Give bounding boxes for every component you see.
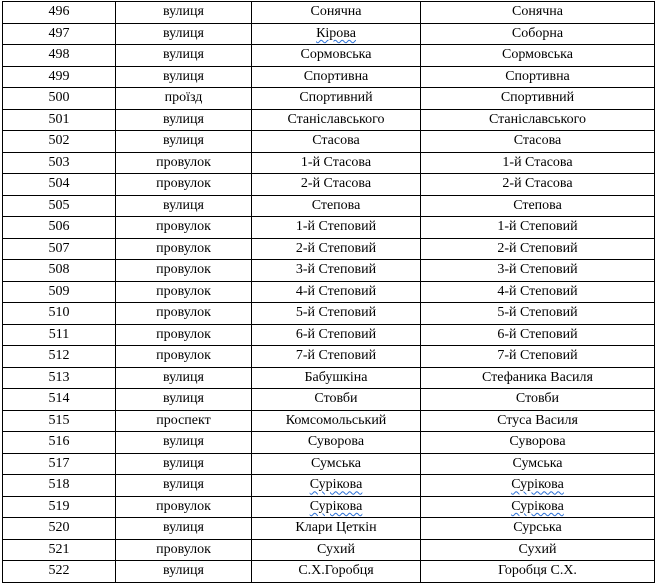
old-street-name: Спортивна: [303, 68, 369, 84]
row-number: 498: [48, 47, 70, 63]
street-type-cell: [116, 453, 252, 475]
old-street-name: Комсомольський: [285, 412, 387, 428]
street-type-cell: [116, 174, 252, 196]
new-street-name: 2-й Стасова: [502, 176, 573, 192]
row-number: 516: [48, 434, 70, 450]
street-type: провулок: [156, 283, 211, 299]
row-number-cell: [3, 66, 116, 88]
table-row: [3, 66, 655, 88]
old-name-cell: [252, 496, 421, 518]
table-row: [3, 281, 655, 303]
old-street-name: Спортивний: [299, 90, 373, 106]
street-type: вулиця: [163, 25, 204, 41]
street-type-cell: [116, 2, 252, 24]
street-type: провулок: [156, 541, 211, 557]
row-number: 501: [48, 111, 70, 127]
street-type-cell: [116, 23, 252, 45]
new-name-cell: [421, 23, 655, 45]
new-street-name: 5-й Степовий: [497, 305, 578, 321]
old-name-cell: [252, 152, 421, 174]
new-street-name: Степова: [513, 197, 562, 213]
row-number: 522: [48, 563, 70, 579]
row-number-cell: [3, 518, 116, 540]
old-street-name: Клари Цеткін: [295, 520, 377, 536]
new-name-cell: [421, 410, 655, 432]
table-row: [3, 303, 655, 325]
street-type-cell: [116, 518, 252, 540]
row-number-cell: [3, 496, 116, 518]
table-row: [3, 346, 655, 368]
table-row: [3, 453, 655, 475]
new-street-name: Соборна: [511, 25, 564, 41]
new-street-name: 3-й Степовий: [497, 262, 578, 278]
row-number-cell: [3, 303, 116, 325]
row-number: 514: [48, 391, 70, 407]
row-number: 518: [48, 477, 70, 493]
old-street-name: Станіславського: [287, 111, 385, 127]
row-number-cell: [3, 561, 116, 583]
row-number: 507: [48, 240, 70, 256]
new-name-cell: [421, 367, 655, 389]
row-number-cell: [3, 346, 116, 368]
new-name-cell: [421, 195, 655, 217]
street-type-cell: [116, 260, 252, 282]
old-name-cell: [252, 131, 421, 153]
old-street-name: 7-й Степовий: [295, 348, 377, 364]
old-name-cell: [252, 2, 421, 24]
row-number-cell: [3, 2, 116, 24]
old-street-name: Стасова: [312, 133, 360, 149]
street-type-cell: [116, 303, 252, 325]
new-street-name: Станіславського: [488, 111, 587, 127]
new-street-name: 4-й Степовий: [497, 283, 578, 299]
new-street-name: Стефаника Василя: [482, 369, 593, 385]
street-type: провулок: [156, 262, 211, 278]
new-street-name: Сурікова: [511, 477, 564, 493]
row-number-cell: [3, 539, 116, 561]
street-type: вулиця: [163, 455, 204, 471]
new-street-name: Суворова: [509, 434, 566, 450]
street-type-cell: [116, 324, 252, 346]
street-type-cell: [116, 561, 252, 583]
old-name-cell: [252, 217, 421, 239]
new-street-name: Сормовська: [502, 47, 573, 63]
table-row: [3, 496, 655, 518]
row-number-cell: [3, 389, 116, 411]
new-name-cell: [421, 238, 655, 260]
street-type-cell: [116, 131, 252, 153]
new-street-name: Спортивний: [500, 90, 575, 106]
row-number-cell: [3, 23, 116, 45]
old-street-name: Сумська: [310, 455, 362, 471]
old-name-cell: [252, 88, 421, 110]
row-number-cell: [3, 324, 116, 346]
old-name-cell: [252, 281, 421, 303]
row-number-cell: [3, 195, 116, 217]
table-row: [3, 260, 655, 282]
row-number-cell: [3, 475, 116, 497]
street-type: провулок: [156, 240, 211, 256]
street-type: провулок: [156, 326, 211, 342]
row-number: 510: [48, 305, 70, 321]
row-number: 499: [48, 68, 70, 84]
street-type: вулиця: [163, 4, 204, 20]
table-row: [3, 45, 655, 67]
row-number: 496: [48, 4, 70, 20]
table-row: [3, 195, 655, 217]
street-type-cell: [116, 217, 252, 239]
row-number: 508: [48, 262, 70, 278]
new-name-cell: [421, 2, 655, 24]
old-street-name: С.Х.Горобця: [298, 563, 374, 579]
row-number-cell: [3, 152, 116, 174]
new-street-name: Сумська: [512, 455, 563, 471]
street-type-cell: [116, 238, 252, 260]
row-number-cell: [3, 45, 116, 67]
street-type-cell: [116, 496, 252, 518]
old-name-cell: [252, 453, 421, 475]
row-number: 511: [48, 326, 70, 342]
street-type-cell: [116, 195, 252, 217]
row-number-cell: [3, 131, 116, 153]
old-street-name: Суворова: [307, 434, 365, 450]
new-name-cell: [421, 346, 655, 368]
row-number: 502: [48, 133, 70, 149]
row-number-cell: [3, 217, 116, 239]
new-name-cell: [421, 539, 655, 561]
old-street-name: 4-й Степовий: [295, 283, 377, 299]
row-number-cell: [3, 367, 116, 389]
street-type: провулок: [156, 154, 211, 170]
row-number: 506: [48, 219, 70, 235]
new-name-cell: [421, 389, 655, 411]
new-street-name: Сухий: [518, 541, 557, 557]
old-street-name: Стовби: [314, 391, 358, 407]
street-type: вулиця: [163, 111, 204, 127]
street-type-cell: [116, 109, 252, 131]
table-row: [3, 152, 655, 174]
street-type-cell: [116, 152, 252, 174]
old-name-cell: [252, 561, 421, 583]
row-number: 503: [48, 154, 70, 170]
street-type-cell: [116, 346, 252, 368]
old-name-cell: [252, 23, 421, 45]
street-type-cell: [116, 475, 252, 497]
street-type: вулиця: [163, 369, 204, 385]
row-number-cell: [3, 410, 116, 432]
old-street-name: 2-й Степовий: [295, 240, 377, 256]
table-row: [3, 2, 655, 24]
row-number: 519: [48, 498, 70, 514]
row-number: 512: [48, 348, 70, 364]
old-name-cell: [252, 303, 421, 325]
new-name-cell: [421, 131, 655, 153]
new-name-cell: [421, 174, 655, 196]
street-type: вулиця: [163, 520, 204, 536]
street-type: вулиця: [163, 47, 204, 63]
street-type: вулиця: [163, 133, 204, 149]
street-type-cell: [116, 410, 252, 432]
old-name-cell: [252, 539, 421, 561]
street-type-cell: [116, 539, 252, 561]
old-name-cell: [252, 174, 421, 196]
row-number-cell: [3, 238, 116, 260]
new-street-name: 1-й Степовий: [497, 219, 578, 235]
new-street-name: Сурська: [513, 520, 562, 536]
street-type: провулок: [156, 176, 211, 192]
table-row: [3, 324, 655, 346]
street-type: провулок: [156, 498, 211, 514]
table-row: [3, 432, 655, 454]
street-type: вулиця: [163, 68, 204, 84]
table-row: [3, 367, 655, 389]
new-street-name: Стасова: [513, 133, 562, 149]
table-row: [3, 475, 655, 497]
street-type-cell: [116, 389, 252, 411]
old-name-cell: [252, 109, 421, 131]
street-type: провулок: [156, 305, 211, 321]
table-row: [3, 217, 655, 239]
old-name-cell: [252, 45, 421, 67]
street-type: проїзд: [164, 90, 203, 106]
old-name-cell: [252, 367, 421, 389]
old-street-name: 3-й Степовий: [295, 262, 377, 278]
table-row: [3, 539, 655, 561]
street-type-cell: [116, 66, 252, 88]
street-type-cell: [116, 45, 252, 67]
new-name-cell: [421, 496, 655, 518]
new-name-cell: [421, 109, 655, 131]
new-name-cell: [421, 152, 655, 174]
old-street-name: Сонячна: [310, 4, 362, 20]
table-row: [3, 109, 655, 131]
row-number-cell: [3, 109, 116, 131]
old-name-cell: [252, 195, 421, 217]
street-type-cell: [116, 432, 252, 454]
street-renaming-table: [2, 1, 655, 583]
table-row: [3, 23, 655, 45]
new-name-cell: [421, 45, 655, 67]
table-body: [3, 2, 655, 583]
table-row: [3, 561, 655, 583]
street-type: вулиця: [163, 391, 204, 407]
row-number: 497: [48, 25, 70, 41]
new-street-name: Горобця С.Х.: [498, 563, 577, 579]
new-street-name: Сонячна: [511, 4, 564, 20]
street-type: проспект: [156, 412, 211, 428]
new-street-name: 7-й Степовий: [497, 348, 578, 364]
street-type: вулиця: [163, 197, 204, 213]
row-number-cell: [3, 453, 116, 475]
new-name-cell: [421, 324, 655, 346]
old-street-name: Сурікова: [309, 498, 363, 514]
row-number-cell: [3, 88, 116, 110]
new-name-cell: [421, 561, 655, 583]
table-row: [3, 131, 655, 153]
table-row: [3, 518, 655, 540]
old-name-cell: [252, 432, 421, 454]
new-street-name: 6-й Степовий: [497, 326, 578, 342]
row-number: 509: [48, 283, 70, 299]
row-number: 500: [48, 90, 70, 106]
old-name-cell: [252, 475, 421, 497]
row-number-cell: [3, 281, 116, 303]
new-name-cell: [421, 217, 655, 239]
new-street-name: Стуса Василя: [497, 412, 578, 428]
table-row: [3, 174, 655, 196]
new-name-cell: [421, 475, 655, 497]
old-street-name: Степова: [311, 197, 361, 213]
old-name-cell: [252, 518, 421, 540]
row-number: 505: [48, 197, 70, 213]
old-street-name: 1-й Степовий: [295, 219, 377, 235]
street-type-cell: [116, 367, 252, 389]
old-name-cell: [252, 389, 421, 411]
new-street-name: 2-й Степовий: [497, 240, 578, 256]
street-type-cell: [116, 88, 252, 110]
street-type: вулиця: [163, 477, 204, 493]
old-street-name: Бабушкіна: [304, 369, 368, 385]
new-name-cell: [421, 88, 655, 110]
street-type: вулиця: [163, 434, 204, 450]
new-name-cell: [421, 432, 655, 454]
old-name-cell: [252, 410, 421, 432]
old-name-cell: [252, 324, 421, 346]
old-street-name: Сормовська: [300, 47, 372, 63]
new-name-cell: [421, 281, 655, 303]
new-name-cell: [421, 260, 655, 282]
row-number: 520: [48, 520, 70, 536]
row-number: 515: [48, 412, 70, 428]
old-street-name: Кірова: [316, 25, 356, 41]
old-name-cell: [252, 260, 421, 282]
table-row: [3, 410, 655, 432]
old-street-name: 2-й Стасова: [300, 176, 372, 192]
street-type: провулок: [156, 348, 211, 364]
new-street-name: Сурікова: [511, 498, 564, 514]
table-row: [3, 88, 655, 110]
old-street-name: Сурікова: [309, 477, 363, 493]
old-street-name: 5-й Степовий: [295, 305, 377, 321]
old-street-name: 6-й Степовий: [295, 326, 377, 342]
old-street-name: 1-й Стасова: [300, 154, 372, 170]
new-street-name: Стовби: [515, 391, 560, 407]
new-name-cell: [421, 453, 655, 475]
new-street-name: Спортивна: [505, 68, 570, 84]
new-name-cell: [421, 518, 655, 540]
table-row: [3, 238, 655, 260]
old-name-cell: [252, 346, 421, 368]
street-type-cell: [116, 281, 252, 303]
row-number: 521: [48, 541, 70, 557]
table-row: [3, 389, 655, 411]
new-name-cell: [421, 66, 655, 88]
row-number: 513: [48, 369, 70, 385]
new-street-name: 1-й Стасова: [502, 154, 573, 170]
row-number: 504: [48, 176, 70, 192]
new-name-cell: [421, 303, 655, 325]
row-number-cell: [3, 432, 116, 454]
street-type: вулиця: [163, 563, 204, 579]
old-name-cell: [252, 66, 421, 88]
old-name-cell: [252, 238, 421, 260]
old-street-name: Сухий: [317, 541, 355, 557]
street-type: провулок: [156, 219, 211, 235]
row-number-cell: [3, 260, 116, 282]
row-number-cell: [3, 174, 116, 196]
row-number: 517: [48, 455, 70, 471]
